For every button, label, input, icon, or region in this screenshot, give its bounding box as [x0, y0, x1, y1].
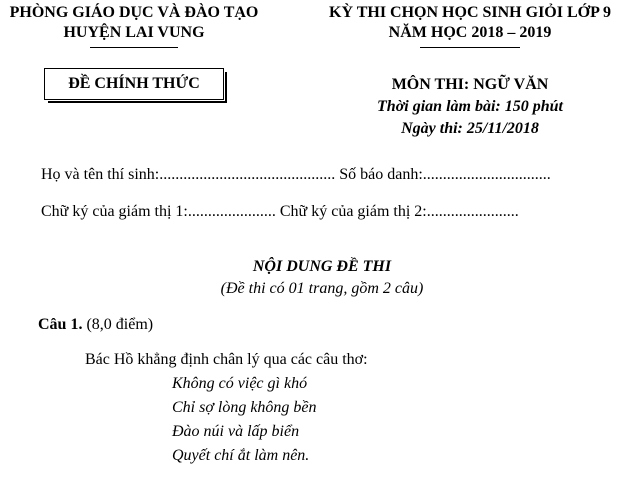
official-label: ĐỀ CHÍNH THỨC: [68, 75, 200, 92]
exam-date: Ngày thi: 25/11/2018: [401, 120, 539, 137]
district-name: HUYỆN LAI VUNG: [63, 24, 205, 41]
question-1-points: (8,0 điểm): [86, 316, 154, 333]
header-right-underline: [420, 47, 520, 48]
content-subtitle: (Đề thi có 01 trang, gồm 2 câu): [220, 280, 424, 297]
poem-line: Không có việc gì khó: [172, 375, 308, 392]
department-name: PHÒNG GIÁO DỤC VÀ ĐÀO TẠO: [9, 4, 259, 21]
question-1-intro: Bác Hồ khẳng định chân lý qua các câu thơ:: [85, 351, 368, 368]
content-title: NỘI DUNG ĐỀ THI: [252, 258, 392, 275]
question-1-header: [38, 316, 153, 334]
question-1-label: Câu 1.: [38, 316, 83, 333]
official-exam-box: [44, 68, 224, 100]
proctor-signature-line: Chữ ký của giám thị 1:...................... Chữ ký của giám thị 2:.......................: [41, 203, 519, 220]
exam-title: KỲ THI CHỌN HỌC SINH GIỎI LỚP 9: [329, 4, 611, 21]
poem-line: Đào núi và lấp biển: [172, 423, 300, 440]
candidate-name-line: Họ và tên thí sinh:............................................ Số báo danh:................................: [41, 166, 551, 183]
exam-subject: MÔN THI: NGỮ VĂN: [391, 76, 549, 93]
poem-line: Quyết chí ắt làm nên.: [172, 447, 310, 464]
poem-line: Chỉ sợ lòng không bền: [172, 399, 317, 416]
header-left-underline: [90, 47, 178, 48]
exam-duration: Thời gian làm bài: 150 phút: [377, 98, 563, 115]
school-year: NĂM HỌC 2018 – 2019: [388, 24, 552, 41]
